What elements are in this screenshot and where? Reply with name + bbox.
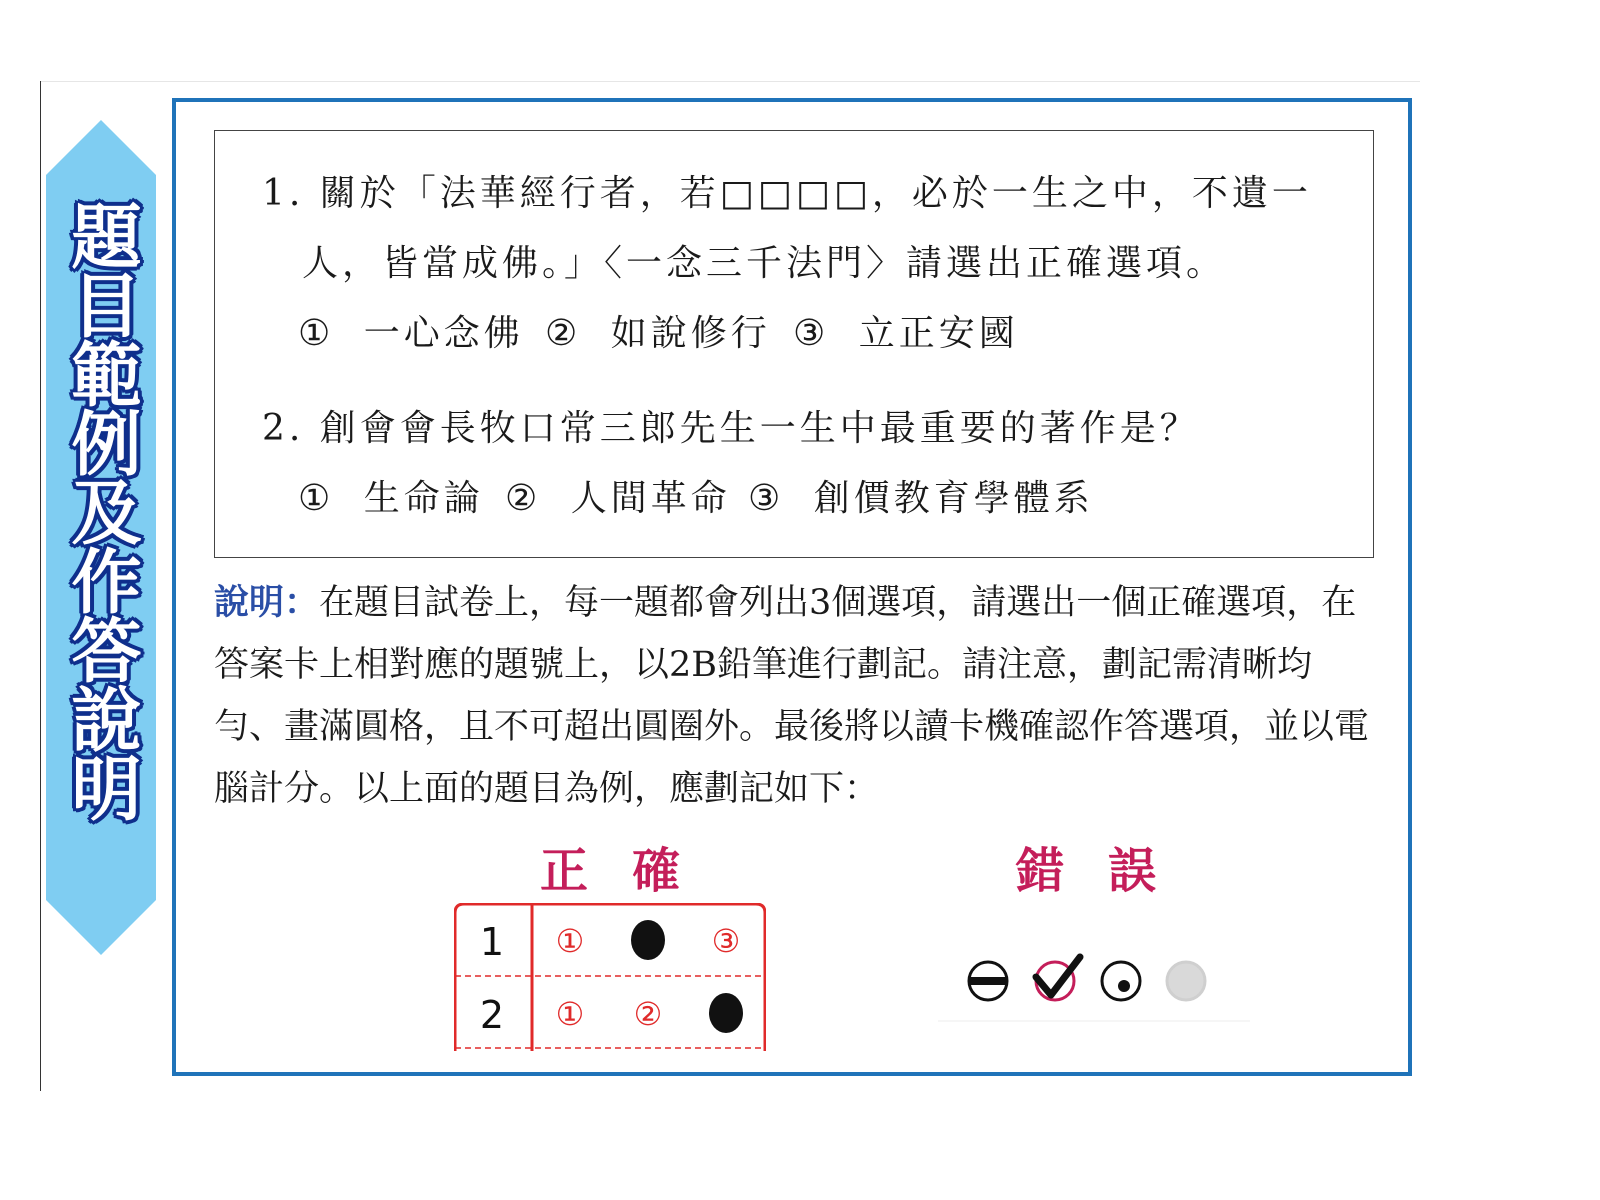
question-2-option-3 <box>748 470 1094 521</box>
question-1-option-2 <box>545 305 771 356</box>
option-text: 創價教育學體系 <box>813 478 1094 519</box>
option-number: ② <box>545 313 582 354</box>
card-row-number: 1 <box>479 920 505 964</box>
correct-label: 正確 <box>540 843 725 899</box>
question-2-line-1: 2. 創會會長牧口常三郎先生一生中最重要的著作是？ <box>262 408 1200 449</box>
filled-bubble <box>631 920 665 960</box>
dash-mark-icon <box>969 962 1007 1000</box>
choice-bubble: ② <box>633 995 663 1033</box>
side-title-tab <box>46 120 156 955</box>
side-title: 題目範例及作答說明 <box>60 200 142 821</box>
left-rule <box>40 81 41 1091</box>
dot-mark-icon <box>1102 962 1140 1000</box>
answer-card-svg <box>454 903 766 1051</box>
question-1-line-1: 1. 關於「法華經行者，若□□□□，必於一生之中，不遺一 <box>262 173 1312 214</box>
choice-bubble: ① <box>555 995 585 1033</box>
question-1-line-2: 人，皆當成佛。」〈一念三千法門〉請選出正確選項。 <box>302 243 1227 284</box>
choice-bubble: ③ <box>711 922 741 960</box>
check-mark-icon <box>1036 957 1080 1000</box>
question-1-option-1 <box>298 305 524 356</box>
answer-card-example <box>454 903 766 1051</box>
option-text: 立正安國 <box>858 313 1019 354</box>
question-2-option-2 <box>505 470 731 521</box>
question-1-option-3 <box>793 305 1019 356</box>
option-text: 一心念佛 <box>363 313 524 354</box>
option-number: ① <box>298 313 335 354</box>
option-number: ① <box>298 478 335 519</box>
gray-fill-mark-icon <box>1167 962 1205 1000</box>
wrong-marks-example <box>938 945 1250 1025</box>
wrong-marks-svg <box>938 945 1250 1025</box>
explanation-text: 在題目試卷上，每一題都會列出3個選項，請選出一個正確選項，在答案卡上相對應的題號上，以2B鉛筆進行劃記。請注意，劃記需清晰均勻、畫滿圓格，且不可超出圓圈外。最後將以讀卡機確認作答選項，並以電腦計分。以上面的題目為例，應劃記如下： <box>214 583 1370 809</box>
choice-bubble: ① <box>555 922 585 960</box>
option-text: 如說修行 <box>610 313 771 354</box>
option-number: ③ <box>793 313 830 354</box>
option-text: 生命論 <box>363 478 484 519</box>
card-row-number: 2 <box>479 993 505 1037</box>
question-2-option-1 <box>298 470 484 521</box>
option-number: ③ <box>748 478 785 519</box>
option-text: 人間革命 <box>570 478 731 519</box>
top-rule <box>40 81 1420 82</box>
explanation-label: 說明： <box>214 582 320 623</box>
option-number: ② <box>505 478 542 519</box>
filled-bubble <box>709 993 743 1033</box>
explanation-paragraph <box>214 572 1379 820</box>
wrong-label: 錯誤 <box>1016 843 1201 899</box>
